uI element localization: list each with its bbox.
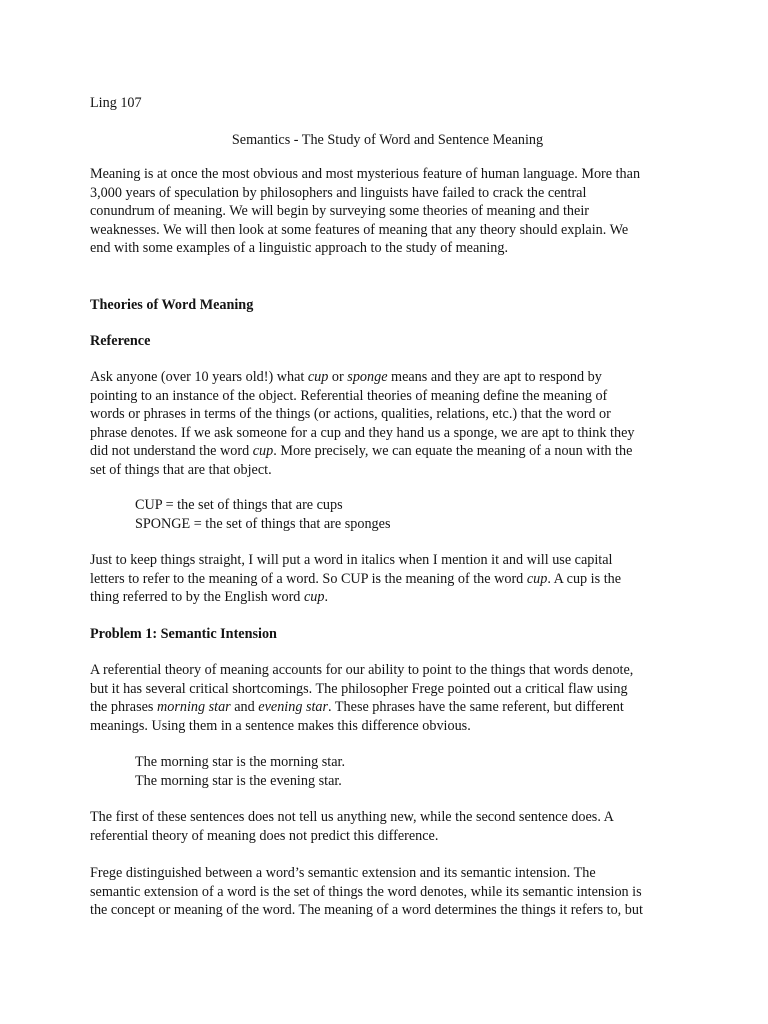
- paragraph-line: set of things that are that object.: [90, 461, 272, 478]
- example-line: CUP = the set of things that are cups: [135, 497, 343, 513]
- text-run: thing referred to by the English word: [90, 589, 304, 605]
- text-run: means and they are apt to respond by: [387, 369, 602, 385]
- paragraph-line: meanings. Using them in a sentence makes this difference obvious.: [90, 717, 471, 734]
- stars-examples: [135, 753, 685, 790]
- mentioned-word: cup: [252, 443, 274, 459]
- paragraph-line: the concept or meaning of the word. The meaning of a word determines the things it refers to, but: [90, 902, 643, 918]
- intro-line: weaknesses. We will then look at some features of meaning that any theory should explain. We: [90, 221, 629, 238]
- paragraph-line: but it has several critical shortcomings. The philosopher Frege pointed out a critical flaw using: [90, 680, 628, 697]
- problem-paragraph: [90, 661, 685, 735]
- reference-paragraph: [90, 368, 685, 479]
- mentioned-phrase: morning star: [156, 699, 231, 715]
- frege-paragraph: [90, 864, 685, 920]
- course-code: Ling 107: [90, 95, 142, 111]
- text-run: . More precisely, we can equate the meaning of a noun with the: [273, 443, 633, 459]
- text-run: . These phrases have the same referent, but different: [328, 699, 624, 715]
- section-heading-text: Theories of Word Meaning: [90, 297, 254, 313]
- paragraph-line: semantic extension of a word is the set of things the word denotes, while its semantic intension is: [90, 883, 642, 900]
- paragraph-line: referential theory of meaning does not predict this difference.: [90, 827, 439, 844]
- text-run: did not understand the word: [90, 443, 253, 459]
- difference-paragraph: [90, 808, 685, 845]
- mentioned-word: cup: [307, 369, 329, 385]
- text-run: letters to refer to the meaning of a word. So CUP is the meaning of the word: [90, 570, 527, 587]
- italics-paragraph: [90, 551, 685, 607]
- subheading-reference-text: Reference: [90, 333, 151, 349]
- text-run: or: [328, 369, 348, 385]
- text-run: . A cup is the: [547, 570, 622, 587]
- mentioned-word: sponge: [347, 369, 388, 385]
- intro-line: conundrum of meaning. We will begin by surveying some theories of meaning and their: [90, 203, 589, 219]
- paragraph-line: pointing to an instance of the object. Referential theories of meaning define the meaning of: [90, 387, 608, 404]
- text-run: the phrases: [90, 699, 157, 715]
- paragraph-line: [90, 442, 685, 461]
- paragraph-line: A referential theory of meaning accounts for our ability to point to the things that words denote,: [90, 662, 634, 678]
- mentioned-word: cup: [303, 589, 325, 605]
- paragraph-line: words or phrases in terms of the things (or actions, qualities, relations, etc.) that the word or: [90, 406, 611, 422]
- document-title: [90, 131, 685, 150]
- sets-examples: [135, 496, 685, 533]
- paragraph-line: The first of these sentences does not tell us anything new, while the second sentence does. A: [90, 809, 614, 825]
- mentioned-phrase: evening star: [258, 699, 329, 715]
- paragraph-line: [90, 570, 685, 589]
- paragraph-line: phrase denotes. If we ask someone for a cup and they hand us a sponge, we are apt to think they: [90, 424, 635, 441]
- intro-paragraph: [90, 165, 685, 258]
- intro-line: Meaning is at once the most obvious and most mysterious feature of human language. More than: [90, 166, 641, 182]
- example-line: SPONGE = the set of things that are sponges: [135, 515, 391, 532]
- text-run: and: [230, 699, 259, 715]
- title-text: Semantics - The Study of Word and Sentence Meaning: [231, 132, 544, 148]
- intro-line: end with some examples of a linguistic approach to the study of meaning.: [90, 240, 509, 256]
- paragraph-line: [90, 368, 685, 387]
- text-run: .: [324, 589, 328, 605]
- problem-heading: [90, 625, 685, 644]
- paragraph-line: [90, 698, 685, 717]
- text-run: Ask anyone (over 10 years old!) what: [90, 369, 308, 385]
- example-line: The morning star is the evening star.: [135, 772, 342, 789]
- example-line: The morning star is the morning star.: [135, 754, 346, 770]
- mentioned-word: cup: [526, 570, 548, 587]
- paragraph-line: [90, 588, 685, 607]
- problem-heading-text: Problem 1: Semantic Intension: [90, 626, 277, 642]
- course-label: [90, 94, 685, 113]
- subheading-reference: [90, 332, 685, 351]
- paragraph-line: Just to keep things straight, I will put a word in italics when I mention it and will use capital: [90, 552, 613, 568]
- section-heading: [90, 296, 685, 315]
- intro-line: 3,000 years of speculation by philosophers and linguists have failed to crack the central: [90, 184, 587, 201]
- paragraph-line: Frege distinguished between a word’s semantic extension and its semantic intension. The: [90, 865, 596, 881]
